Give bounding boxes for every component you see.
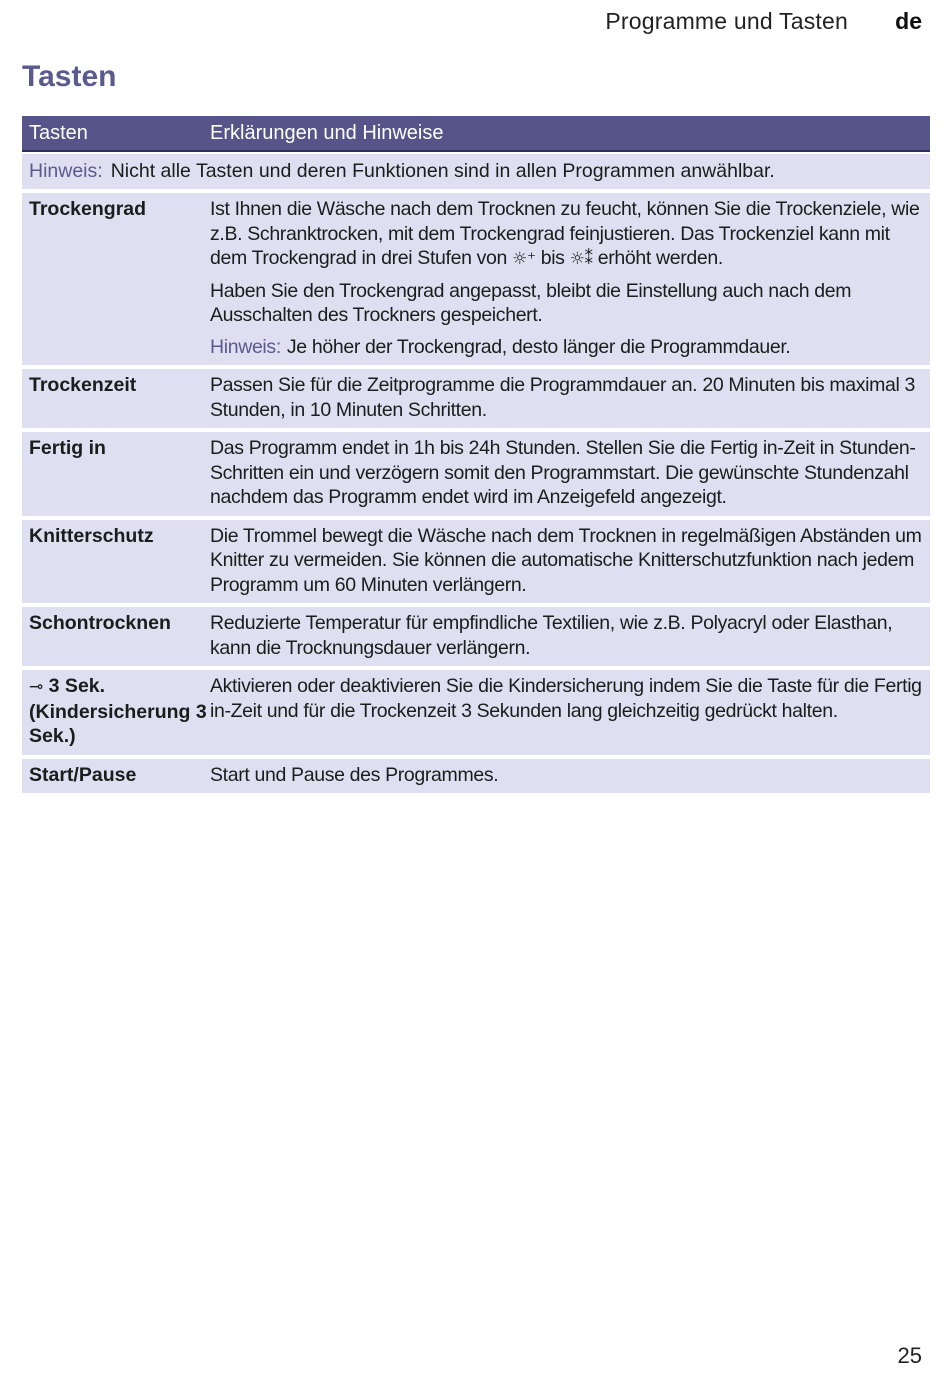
table-row: [22, 759, 930, 794]
column-header-buttons: Tasten: [29, 121, 88, 144]
buttons-table: [22, 116, 930, 793]
table-row: [22, 670, 930, 755]
key-explanation: Die Trommel bewegt die Wäsche nach dem Trocknen in regelmäßigen Abständen um Knitter zu vermeiden. Sie können die automatische Knitterschutzfunktion nach jedem Programm um 60 Minuten verlängern.: [210, 524, 922, 596]
paragraph: Haben Sie den Trockengrad angepasst, bleibt die Einstellung auch nach dem Ausschalten des Trockners gespeichert.: [210, 279, 852, 326]
key-explanation: Passen Sie für die Zeitprogramme die Programmdauer an. 20 Minuten bis maximal 3 Stunden, in 10 Minuten Schritten.: [210, 374, 916, 421]
key-icon: ⊸: [29, 677, 44, 697]
table-row: [22, 520, 930, 604]
key-explanation: Aktivieren oder deaktivieren Sie die Kindersicherung indem Sie die Taste für die Fertig in-Zeit und für die Trockenzeit 3 Sekunden lang gleichzeitig gedrückt halten.: [210, 675, 922, 722]
table-header-row: [22, 116, 930, 152]
column-header-explanations: Erklärungen und Hinweise: [210, 121, 444, 144]
running-header-title: Programme und Tasten: [605, 8, 848, 34]
key-explanation: Reduzierte Temperatur für empfindliche Textilien, wie z.B. Polyacryl oder Elasthan, kann die Trocknungsdauer verlängern.: [210, 612, 893, 659]
text-segment: Ist Ihnen die Wäsche nach dem Trocknen zu feucht, können Sie die Trockenziele, wie z.B. Schranktrocken, mit dem Trockengrad feinjustieren. Das Trockenziel kann mit dem Trockengrad in drei Stufen von: [210, 198, 920, 269]
key-name: Fertig in: [29, 437, 106, 459]
key-explanation: Start und Pause des Programmes.: [210, 763, 499, 786]
dryness-high-icon: ☼⁑: [569, 249, 593, 269]
table-row: [22, 193, 930, 365]
table-row: [22, 432, 930, 516]
note-label: Hinweis:: [210, 335, 281, 358]
language-code: de: [895, 8, 922, 34]
hint-text: Nicht alle Tasten und deren Funktionen sind in allen Programmen anwählbar.: [110, 160, 775, 182]
key-name: Trockenzeit: [29, 374, 137, 396]
running-header: [0, 8, 950, 38]
key-name: Knitterschutz: [29, 524, 154, 547]
paragraph: [210, 197, 924, 272]
hint-label: Hinweis:: [29, 160, 103, 182]
dryness-low-icon: ☼⁺: [512, 249, 536, 269]
hint-row: [22, 154, 930, 189]
key-name-child-lock: [22, 674, 210, 749]
key-name: Schontrocknen: [29, 612, 171, 634]
key-name: Start/Pause: [29, 763, 137, 786]
text-segment: bis: [540, 247, 565, 269]
section-title: Tasten: [22, 60, 117, 93]
key-name-text: 3 Sek. (Kindersicherung 3 Sek.): [29, 675, 207, 747]
note: [210, 335, 924, 360]
key-name: Trockengrad: [29, 198, 147, 220]
page-number: 25: [897, 1343, 922, 1368]
note-text: Je höher der Trockengrad, desto länger die Programmdauer.: [286, 335, 791, 358]
table-row: [22, 607, 930, 666]
text-segment: erhöht werden.: [597, 247, 723, 269]
table-row: [22, 369, 930, 428]
key-explanation: [210, 197, 930, 359]
key-explanation: Das Programm endet in 1h bis 24h Stunden. Stellen Sie die Fertig in-Zeit in Stunden-Schritten ein und verzögern somit den Programmstart. Die gewünschte Stundenzahl nachdem das Programm endet wird im Anzeigefeld angezeigt.: [210, 437, 916, 508]
